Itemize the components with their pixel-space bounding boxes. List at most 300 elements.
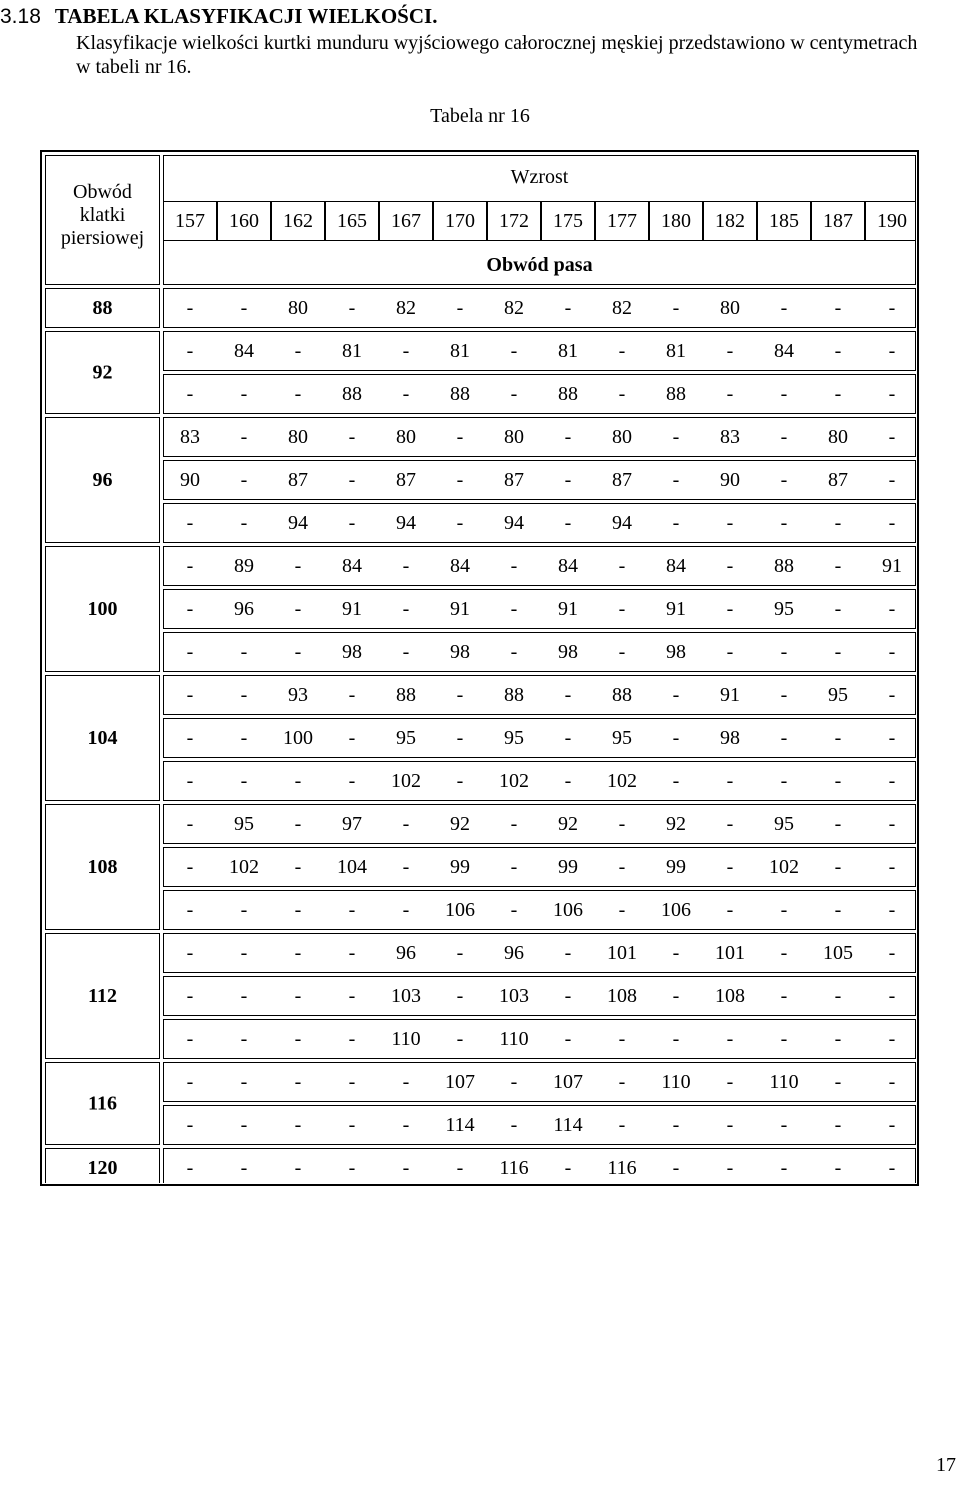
waist-value: 88 [504, 684, 524, 706]
waist-value: - [888, 813, 896, 835]
height-value: 160 [229, 210, 259, 232]
waist-value: - [348, 1028, 356, 1050]
waist-value: - [402, 856, 410, 878]
waist-value: 82 [504, 297, 524, 319]
waist-value: - [726, 899, 734, 921]
waist-value: - [726, 1028, 734, 1050]
waist-value: 83 [720, 426, 740, 448]
waist-value: - [240, 985, 248, 1007]
height-value: 172 [499, 210, 529, 232]
waist-value: - [618, 1071, 626, 1093]
waist-value: 102 [499, 770, 529, 792]
waist-value: - [672, 1028, 680, 1050]
waist-value: - [672, 426, 680, 448]
waist-value: - [834, 340, 842, 362]
waist-value: - [294, 770, 302, 792]
waist-value: - [348, 426, 356, 448]
waist-value: - [564, 727, 572, 749]
waist-value: - [834, 985, 842, 1007]
waist-value: - [672, 770, 680, 792]
waist-value: 98 [450, 641, 470, 663]
waist-value: - [294, 813, 302, 835]
waist-value: - [888, 1028, 896, 1050]
waist-value: - [726, 813, 734, 835]
waist-value: 80 [720, 297, 740, 319]
waist-row [164, 762, 916, 801]
waist-value: 88 [666, 383, 686, 405]
waist-value: - [780, 297, 788, 319]
waist-value: - [780, 383, 788, 405]
waist-value: - [726, 340, 734, 362]
waist-value: - [726, 770, 734, 792]
waist-value: - [456, 727, 464, 749]
waist-value: - [456, 469, 464, 491]
waist-value: - [348, 512, 356, 534]
waist-value: - [834, 727, 842, 749]
waist-value: - [726, 383, 734, 405]
waist-value: - [240, 1157, 248, 1179]
waist-value: 99 [558, 856, 578, 878]
height-value: 190 [877, 210, 907, 232]
waist-value: 80 [504, 426, 524, 448]
waist-value: - [402, 598, 410, 620]
waist-value: - [888, 340, 896, 362]
waist-value: - [456, 512, 464, 534]
waist-value: - [780, 469, 788, 491]
waist-value: - [780, 985, 788, 1007]
waist-value: - [888, 727, 896, 749]
waist-value: 94 [396, 512, 416, 534]
size-table-grid [45, 155, 916, 1183]
waist-value: - [186, 856, 194, 878]
waist-value: 101 [607, 942, 637, 964]
waist-row [164, 633, 916, 672]
waist-value: - [834, 598, 842, 620]
waist-row [164, 891, 916, 930]
waist-value: - [834, 641, 842, 663]
waist-value: 108 [715, 985, 745, 1007]
waist-value: - [186, 598, 194, 620]
waist-value: - [726, 598, 734, 620]
waist-row [164, 1149, 916, 1184]
waist-value: - [834, 770, 842, 792]
waist-value: 81 [342, 340, 362, 362]
waist-value: - [618, 383, 626, 405]
waist-value: - [240, 899, 248, 921]
waist-value: - [888, 985, 896, 1007]
waist-value: 84 [666, 555, 686, 577]
waist-value: - [240, 383, 248, 405]
waist-value: - [564, 1028, 572, 1050]
waist-value: - [294, 1028, 302, 1050]
waist-value: - [240, 1114, 248, 1136]
waist-value: - [240, 512, 248, 534]
waist-value: 106 [445, 899, 475, 921]
waist-value: - [186, 813, 194, 835]
waist-value: - [726, 555, 734, 577]
waist-value: - [834, 1157, 842, 1179]
waist-value: - [780, 512, 788, 534]
waist-value: - [456, 684, 464, 706]
waist-value: - [348, 1114, 356, 1136]
height-value: 180 [661, 210, 691, 232]
waist-value: 82 [396, 297, 416, 319]
waist-row [164, 805, 916, 844]
chest-value: 112 [88, 985, 117, 1007]
waist-value: 100 [283, 727, 313, 749]
waist-value: - [510, 340, 518, 362]
waist-value: - [672, 297, 680, 319]
height-value: 187 [823, 210, 853, 232]
waist-value: - [564, 770, 572, 792]
waist-value: 89 [234, 555, 254, 577]
waist-value: - [888, 1071, 896, 1093]
waist-value: - [294, 555, 302, 577]
waist-value: - [780, 1114, 788, 1136]
waist-value: 81 [450, 340, 470, 362]
waist-value: - [834, 899, 842, 921]
waist-value: 108 [607, 985, 637, 1007]
waist-row [164, 418, 916, 457]
waist-value: - [456, 942, 464, 964]
waist-value: - [672, 469, 680, 491]
waist-value: 91 [450, 598, 470, 620]
waist-value: 87 [612, 469, 632, 491]
waist-value: - [888, 641, 896, 663]
waist-value: 98 [342, 641, 362, 663]
waist-value: - [618, 1028, 626, 1050]
waist-value: 84 [558, 555, 578, 577]
waist-row [164, 504, 916, 543]
waist-value: - [294, 641, 302, 663]
waist-value: - [294, 1071, 302, 1093]
waist-value: 94 [504, 512, 524, 534]
waist-value: - [564, 512, 572, 534]
waist-value: 95 [828, 684, 848, 706]
chest-value: 92 [92, 361, 113, 384]
waist-value: - [888, 684, 896, 706]
height-value: 177 [607, 210, 637, 232]
waist-value: - [186, 1071, 194, 1093]
waist-value: 92 [450, 813, 470, 835]
waist-value: 81 [666, 340, 686, 362]
waist-value: 88 [558, 383, 578, 405]
waist-value: - [780, 727, 788, 749]
waist-value: - [888, 469, 896, 491]
intro-paragraph: Klasyfikacje wielkości kurtki munduru wyjściowego całorocznej męskiej przedstawiono w centymetrach w tabeli nr 16. [76, 32, 918, 78]
waist-value: - [672, 1114, 680, 1136]
waist-value: 96 [504, 942, 524, 964]
waist-value: - [726, 856, 734, 878]
row-header-label: piersiowej [60, 227, 145, 249]
waist-value: - [510, 813, 518, 835]
height-value: 162 [283, 210, 313, 232]
waist-value: - [186, 985, 194, 1007]
chest-value: 100 [87, 598, 118, 620]
waist-value: 87 [504, 469, 524, 491]
waist-value: 82 [612, 297, 632, 319]
waist-value: - [564, 297, 572, 319]
waist-value: 84 [774, 340, 794, 362]
waist-value: - [888, 856, 896, 878]
waist-value: - [672, 727, 680, 749]
waist-value: - [888, 297, 896, 319]
waist-value: - [240, 641, 248, 663]
waist-value: - [834, 856, 842, 878]
waist-value: - [618, 555, 626, 577]
section-number: 3.18 [0, 5, 41, 28]
waist-value: - [564, 942, 572, 964]
waist-value: - [780, 770, 788, 792]
waist-value: 88 [396, 684, 416, 706]
waist-value: - [456, 985, 464, 1007]
waist-value: - [294, 942, 302, 964]
waist-value: - [888, 942, 896, 964]
waist-value: - [888, 899, 896, 921]
waist-value: - [294, 985, 302, 1007]
waist-value: - [726, 512, 734, 534]
waist-value: - [186, 942, 194, 964]
waist-value: - [186, 684, 194, 706]
waist-value: 99 [450, 856, 470, 878]
waist-value: - [186, 297, 194, 319]
page-number: 17 [936, 1454, 956, 1476]
waist-value: - [294, 598, 302, 620]
waist-value: - [510, 598, 518, 620]
waist-row [164, 375, 916, 414]
waist-value: - [402, 555, 410, 577]
height-group-label: Wzrost [510, 166, 569, 188]
chest-value: 108 [87, 856, 118, 878]
waist-value: 95 [774, 598, 794, 620]
waist-value: 94 [612, 512, 632, 534]
waist-value: 110 [769, 1071, 799, 1093]
waist-value: - [780, 641, 788, 663]
waist-value: - [186, 1114, 194, 1136]
waist-value: - [834, 297, 842, 319]
waist-value: - [186, 899, 194, 921]
waist-value: 91 [558, 598, 578, 620]
height-value: 157 [175, 210, 205, 232]
waist-value: - [186, 1028, 194, 1050]
size-table [40, 150, 919, 1186]
row-header-label: Obwód [73, 181, 132, 203]
waist-value: 80 [288, 426, 308, 448]
waist-value: - [726, 1157, 734, 1179]
waist-value: 90 [720, 469, 740, 491]
waist-value: - [348, 1157, 356, 1179]
waist-value: - [834, 512, 842, 534]
waist-value: - [672, 1157, 680, 1179]
waist-value: 102 [229, 856, 259, 878]
waist-value: - [564, 426, 572, 448]
waist-value: - [186, 727, 194, 749]
chest-value: 96 [92, 469, 113, 491]
waist-value: 87 [288, 469, 308, 491]
waist-row [164, 719, 916, 758]
waist-value: - [780, 1157, 788, 1179]
waist-value: 90 [180, 469, 200, 491]
waist-value: - [618, 813, 626, 835]
waist-value: - [672, 512, 680, 534]
waist-value: - [348, 297, 356, 319]
waist-value: - [834, 813, 842, 835]
waist-value: - [618, 1114, 626, 1136]
waist-value: - [402, 1114, 410, 1136]
waist-value: - [240, 426, 248, 448]
waist-value: - [726, 1071, 734, 1093]
waist-value: 95 [396, 727, 416, 749]
waist-value: - [564, 469, 572, 491]
waist-row [164, 461, 916, 500]
waist-value: - [456, 770, 464, 792]
waist-value: 110 [391, 1028, 421, 1050]
waist-value: - [564, 684, 572, 706]
waist-value: 95 [774, 813, 794, 835]
waist-value: - [618, 899, 626, 921]
waist-row [164, 332, 916, 371]
height-value: 170 [445, 210, 475, 232]
waist-value: - [402, 899, 410, 921]
waist-value: 97 [342, 813, 362, 835]
waist-value: - [834, 1071, 842, 1093]
waist-value: 105 [823, 942, 853, 964]
waist-value: - [672, 985, 680, 1007]
waist-value: - [510, 1114, 518, 1136]
waist-row [164, 848, 916, 887]
waist-value: 88 [612, 684, 632, 706]
waist-value: 98 [558, 641, 578, 663]
waist-value: 104 [337, 856, 367, 878]
waist-value: - [186, 555, 194, 577]
table-caption: Tabela nr 16 [430, 105, 530, 127]
chest-value: 104 [87, 727, 118, 749]
waist-value: - [510, 641, 518, 663]
row-header-label: klatki [79, 204, 126, 226]
section-title: TABELA KLASYFIKACJI WIELKOŚCI. [54, 4, 438, 28]
waist-value: - [510, 383, 518, 405]
waist-value: - [402, 340, 410, 362]
waist-value: - [294, 340, 302, 362]
waist-value: 103 [499, 985, 529, 1007]
waist-value: - [834, 1028, 842, 1050]
waist-value: - [456, 297, 464, 319]
waist-value: - [348, 985, 356, 1007]
waist-value: 110 [661, 1071, 691, 1093]
waist-value: 91 [342, 598, 362, 620]
waist-value: 88 [450, 383, 470, 405]
waist-value: 81 [558, 340, 578, 362]
waist-value: 91 [882, 555, 902, 577]
waist-value: - [780, 899, 788, 921]
waist-value: - [834, 383, 842, 405]
waist-value: - [186, 770, 194, 792]
waist-value: - [726, 1114, 734, 1136]
waist-value: 84 [234, 340, 254, 362]
waist-value: 95 [504, 727, 524, 749]
waist-value: 98 [720, 727, 740, 749]
waist-row [164, 934, 916, 973]
waist-value: - [186, 1157, 194, 1179]
waist-value: - [618, 598, 626, 620]
waist-value: - [888, 1114, 896, 1136]
waist-row [164, 547, 916, 586]
waist-value: - [348, 684, 356, 706]
waist-value: 106 [661, 899, 691, 921]
waist-row [164, 676, 916, 715]
waist-row [164, 289, 916, 328]
waist-value: - [456, 426, 464, 448]
waist-value: 107 [553, 1071, 583, 1093]
waist-value: - [888, 512, 896, 534]
waist-value: - [186, 641, 194, 663]
waist-value: - [186, 340, 194, 362]
waist-value: 91 [720, 684, 740, 706]
waist-value: 103 [391, 985, 421, 1007]
waist-value: 80 [828, 426, 848, 448]
waist-value: - [240, 770, 248, 792]
waist-value: - [834, 1114, 842, 1136]
waist-value: - [348, 1071, 356, 1093]
waist-value: - [402, 641, 410, 663]
waist-value: - [888, 770, 896, 792]
waist-value: 80 [396, 426, 416, 448]
waist-value: 107 [445, 1071, 475, 1093]
waist-value: - [618, 340, 626, 362]
waist-value: 101 [715, 942, 745, 964]
waist-value: 102 [769, 856, 799, 878]
waist-row [164, 1106, 916, 1145]
waist-value: 83 [180, 426, 200, 448]
waist-row [164, 1020, 916, 1059]
waist-value: - [456, 1028, 464, 1050]
waist-value: - [240, 684, 248, 706]
waist-value: - [240, 942, 248, 964]
waist-value: - [834, 555, 842, 577]
waist-value: 91 [666, 598, 686, 620]
waist-value: - [510, 555, 518, 577]
waist-value: - [888, 383, 896, 405]
chest-value: 120 [87, 1157, 118, 1179]
waist-value: - [564, 1157, 572, 1179]
waist-value: 102 [391, 770, 421, 792]
waist-value: - [294, 1157, 302, 1179]
waist-value: 95 [234, 813, 254, 835]
waist-value: - [672, 942, 680, 964]
waist-value: - [186, 383, 194, 405]
waist-value: - [348, 899, 356, 921]
waist-value: 114 [445, 1114, 475, 1136]
waist-value: 88 [774, 555, 794, 577]
waist-value: - [888, 1157, 896, 1179]
waist-row [164, 590, 916, 629]
waist-value: - [402, 1157, 410, 1179]
waist-value: - [888, 598, 896, 620]
waist-value: - [780, 942, 788, 964]
waist-row [164, 1063, 916, 1102]
chest-value: 116 [88, 1092, 117, 1115]
waist-value: 87 [396, 469, 416, 491]
waist-value: 114 [553, 1114, 583, 1136]
waist-value: - [780, 1028, 788, 1050]
waist-value: 96 [234, 598, 254, 620]
waist-value: - [348, 469, 356, 491]
waist-value: - [240, 727, 248, 749]
waist-value: - [510, 899, 518, 921]
waist-value: 98 [666, 641, 686, 663]
waist-label: Obwód pasa [486, 254, 593, 276]
height-value: 167 [391, 210, 421, 232]
